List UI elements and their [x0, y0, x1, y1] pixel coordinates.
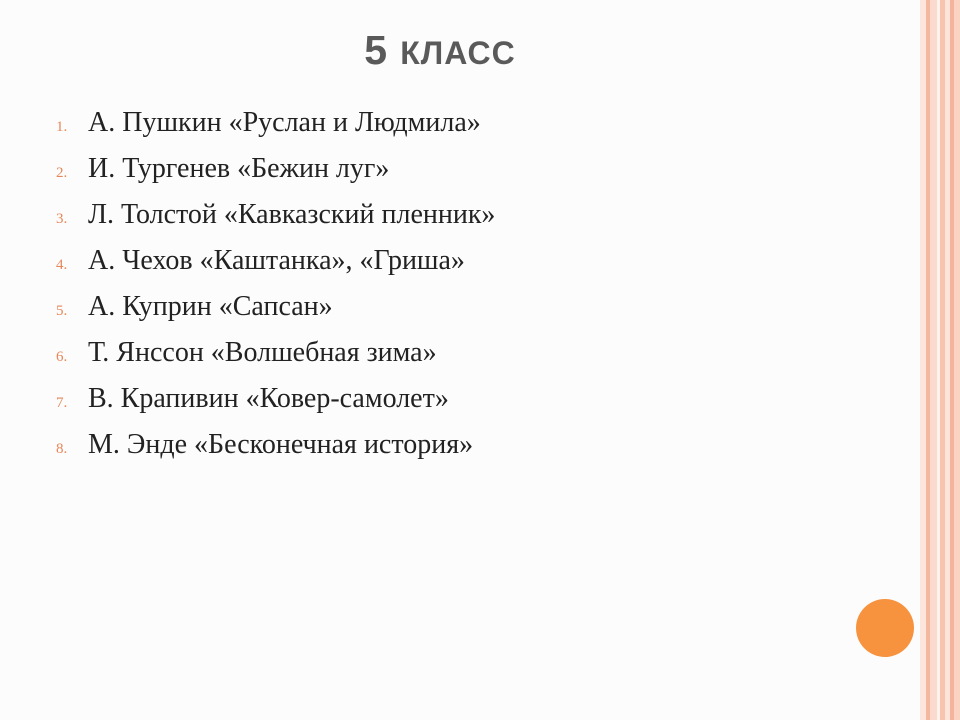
list-item: [56, 379, 495, 425]
item-text: Т. Янссон «Волшебная зима»: [88, 337, 437, 368]
decor-stripe: [930, 0, 937, 720]
item-number: 5.: [56, 303, 68, 319]
item-number: 3.: [56, 211, 68, 227]
item-text: А. Пушкин «Руслан и Людмила»: [88, 107, 481, 138]
item-number: 7.: [56, 395, 68, 411]
list-item: [56, 333, 495, 379]
item-number: 1.: [56, 119, 68, 135]
item-text: И. Тургенев «Бежин луг»: [88, 153, 390, 184]
item-text: М. Энде «Бесконечная история»: [88, 429, 474, 460]
title-word: КЛАСС: [400, 35, 516, 71]
item-text: В. Крапивин «Ковер-самолет»: [88, 383, 449, 414]
item-number: 8.: [56, 441, 68, 457]
decor-circle: [856, 599, 914, 657]
list-item: [56, 103, 495, 149]
decor-stripe: [954, 0, 960, 720]
item-number: 6.: [56, 349, 68, 365]
book-list: [56, 103, 495, 471]
list-item: [56, 241, 495, 287]
item-text: А. Куприн «Сапсан»: [88, 291, 333, 322]
list-item: [56, 149, 495, 195]
item-text: А. Чехов «Каштанка», «Гриша»: [88, 245, 465, 276]
item-text: Л. Толстой «Кавказский пленник»: [88, 199, 496, 230]
slide-title: [0, 22, 880, 81]
item-number: 4.: [56, 257, 68, 273]
title-number: 5: [364, 27, 389, 73]
list-item: [56, 287, 495, 333]
item-number: 2.: [56, 165, 68, 181]
list-item: [56, 195, 495, 241]
list-item: [56, 425, 495, 471]
